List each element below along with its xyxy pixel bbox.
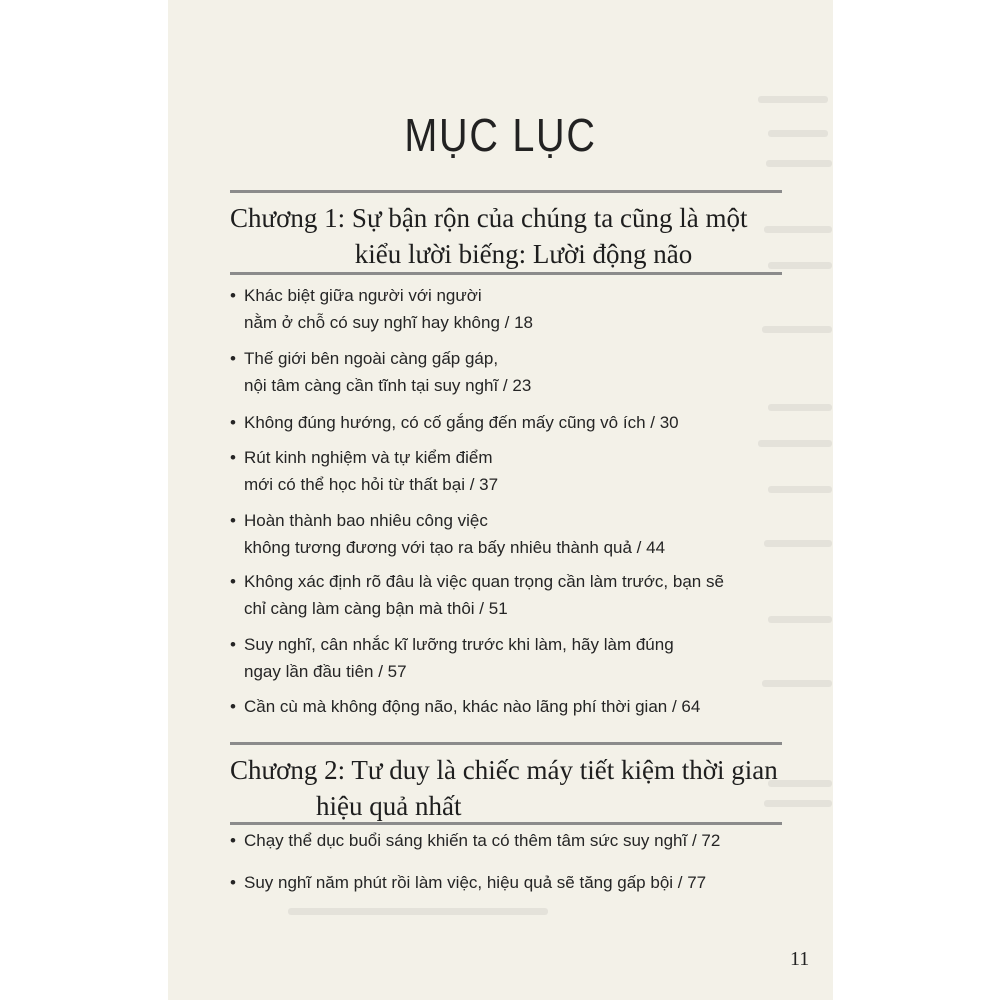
chapter-1-heading [230,200,785,272]
toc-title: MỤC LỤC [404,109,597,161]
toc-entry-line: không tương đương với tạo ra bấy nhiêu thành quả / 44 [244,538,666,557]
toc-entry[interactable] [230,345,790,399]
chapter-2-heading-line-2: hiệu quả nhất [316,791,462,821]
chapter-2-heading-line-1: Chương 2: Tư duy là chiếc máy tiết kiệm thời gian [230,755,778,785]
toc-entry-line: nằm ở chỗ có suy nghĩ hay không / 18 [244,313,533,332]
chapter-2-bottom-rule [230,822,782,825]
toc-entry-line: nội tâm càng cần tĩnh tại suy nghĩ / 23 [244,376,532,395]
bullet-icon: • [230,286,236,305]
toc-entry-line: Chạy thể dục buổi sáng khiến ta có thêm tâm sức suy nghĩ / 72 [244,831,721,850]
bullet-icon: • [230,635,236,654]
toc-entry[interactable] [230,827,790,854]
toc-entry[interactable] [230,869,790,896]
toc-entry[interactable] [230,631,790,685]
chapter-1-top-rule [230,190,782,193]
chapter-1-bottom-rule [230,272,782,275]
toc-entry-line: chỉ càng làm càng bận mà thôi / 51 [244,599,508,618]
toc-entry-line: Cần cù mà không động não, khác nào lãng phí thời gian / 64 [244,697,701,716]
bullet-icon: • [230,511,236,530]
chapter-1-heading-line-2: kiểu lười biếng: Lười động não [354,239,693,269]
toc-entry[interactable] [230,693,790,720]
toc-entry-line: mới có thể học hỏi từ thất bại / 37 [244,475,499,494]
toc-entry-line: ngay lần đầu tiên / 57 [244,662,407,681]
toc-entry-line: Suy nghĩ, cân nhắc kĩ lưỡng trước khi làm, hãy làm đúng [244,635,674,654]
toc-entry[interactable] [230,568,790,622]
toc-entry-line: Rút kinh nghiệm và tự kiểm điểm [244,448,493,467]
bullet-icon: • [230,349,236,368]
toc-entry-line: Hoàn thành bao nhiêu công việc [244,511,488,530]
bullet-icon: • [230,448,236,467]
chapter-2-top-rule [230,742,782,745]
toc-entry-line: Thế giới bên ngoài càng gấp gáp, [244,349,499,368]
toc-entry[interactable] [230,444,790,498]
bullet-icon: • [230,697,236,716]
toc-entry[interactable] [230,409,790,436]
toc-entry-line: Khác biệt giữa người với người [244,286,482,305]
bullet-icon: • [230,873,236,892]
chapter-1-heading-line-1: Chương 1: Sự bận rộn của chúng ta cũng là một [230,203,748,233]
bullet-icon: • [230,413,236,432]
bullet-icon: • [230,572,236,591]
chapter-2-heading [230,752,785,824]
toc-entry[interactable] [230,282,790,336]
bullet-icon: • [230,831,236,850]
toc-entry-line: Không đúng hướng, có cố gắng đến mấy cũng vô ích / 30 [244,413,679,432]
page-number: 11 [790,948,810,970]
toc-entry[interactable] [230,507,790,561]
book-page [168,0,833,1000]
toc-entry-line: Suy nghĩ năm phút rồi làm việc, hiệu quả sẽ tăng gấp bội / 77 [244,873,707,892]
toc-entry-line: Không xác định rõ đâu là việc quan trọng cần làm trước, bạn sẽ [244,572,724,591]
